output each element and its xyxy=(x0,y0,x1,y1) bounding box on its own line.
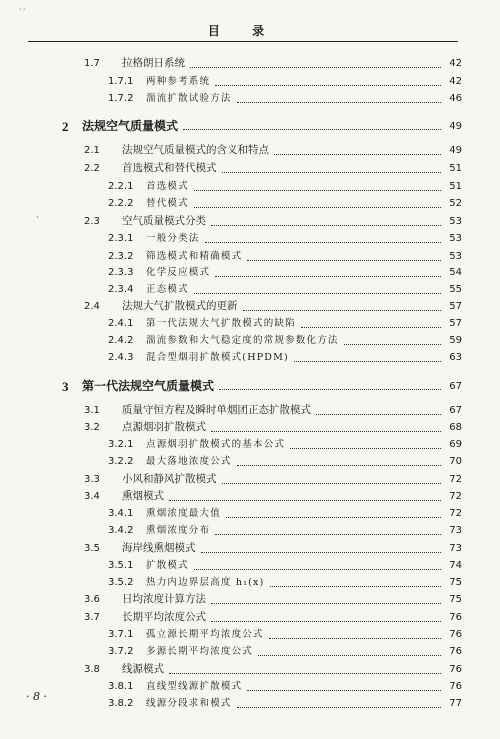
dot-leader xyxy=(211,430,441,432)
toc-entry-number: 3.7.1 xyxy=(108,629,134,640)
toc-entry-number: 3 xyxy=(62,378,69,394)
toc-entry-page: 75 xyxy=(449,594,462,605)
toc-entry-number: 1.7 xyxy=(84,58,100,69)
toc-entry-number: 3.3 xyxy=(84,474,100,485)
toc-entry[interactable] xyxy=(84,488,462,505)
toc-entry[interactable] xyxy=(108,90,462,107)
toc-entry-number: 3.2.1 xyxy=(108,439,134,450)
toc-entry-title: 替代模式 xyxy=(146,198,189,209)
toc-entry-title: 法规空气质量模式的含义和特点 xyxy=(122,144,269,156)
toc-entry-page: 57 xyxy=(449,318,462,329)
toc-entry-title: 直线型线源扩散模式 xyxy=(146,681,243,692)
toc-entry-number: 3.5.2 xyxy=(108,577,134,588)
toc-entry[interactable] xyxy=(108,557,462,574)
toc-entry[interactable] xyxy=(108,248,462,265)
dot-leader xyxy=(205,241,441,243)
dot-leader xyxy=(237,101,441,103)
toc-entry-page: 42 xyxy=(449,58,462,69)
toc-entry-title: 第一代法规大气扩散模式的缺陷 xyxy=(146,318,296,329)
toc-entry-page: 76 xyxy=(449,612,462,623)
toc-entry-title: 海岸线熏烟模式 xyxy=(122,542,196,554)
dot-leader xyxy=(247,689,441,691)
toc-entry-title: 首选模式和替代模式 xyxy=(122,162,217,174)
toc-entry-title: 热力内边界层高度 h₁(x) xyxy=(146,577,265,588)
dot-leader xyxy=(290,447,441,449)
toc-entry-title: 线源分段求和模式 xyxy=(146,698,232,709)
toc-entry-number: 3.5.1 xyxy=(108,560,134,571)
dot-leader xyxy=(270,585,441,587)
toc-entry-title: 两种参考系统 xyxy=(146,76,211,87)
dot-leader xyxy=(211,224,441,226)
toc-entry-title: 孤立源长期平均浓度公式 xyxy=(146,629,264,640)
toc-entry-title: 第一代法规空气质量模式 xyxy=(82,378,215,393)
dot-leader xyxy=(237,464,441,466)
toc-entry-title: 点源烟羽扩散模式的基本公式 xyxy=(146,439,286,450)
toc-entry[interactable] xyxy=(108,230,462,247)
toc-entry-page: 72 xyxy=(449,508,462,519)
toc-entry-number: 3.8.1 xyxy=(108,681,134,692)
toc-entry-title: 熏烟模式 xyxy=(122,490,164,502)
toc-entry[interactable] xyxy=(84,160,462,177)
toc-entry-title: 法规空气质量模式 xyxy=(82,118,179,133)
toc-entry-number: 3.7 xyxy=(84,612,100,623)
toc-entry-number: 2 xyxy=(62,118,69,134)
toc-entry-number: 2.2.2 xyxy=(108,198,134,209)
toc-entry-title: 首选模式 xyxy=(146,181,189,192)
toc-entry-number: 3.8 xyxy=(84,664,100,675)
toc-entry[interactable] xyxy=(108,195,462,212)
toc-entry[interactable] xyxy=(108,626,462,643)
toc-entry-page: 76 xyxy=(449,681,462,692)
toc-entry-title: 长期平均浓度公式 xyxy=(122,611,206,623)
toc-entry[interactable] xyxy=(108,695,462,712)
toc-entry-title: 正态模式 xyxy=(146,284,189,295)
toc-entry[interactable] xyxy=(108,643,462,660)
dot-leader xyxy=(169,672,441,674)
print-speck: ˏ xyxy=(36,209,39,219)
toc-entry-title: 熏烟浓度最大值 xyxy=(146,508,221,519)
toc-entry-page: 55 xyxy=(449,284,462,295)
toc-entry-number: 2.1 xyxy=(84,145,100,156)
toc-entry-page: 53 xyxy=(449,216,462,227)
toc-entry-title: 法规大气扩散模式的更新 xyxy=(122,300,238,312)
toc-entry-number: 3.4 xyxy=(84,491,100,502)
toc-entry[interactable] xyxy=(84,213,462,230)
toc-entry-number: 2.3.1 xyxy=(108,233,134,244)
dot-leader xyxy=(294,360,441,362)
toc-entry-page: 72 xyxy=(449,491,462,502)
header-title: 目 录 xyxy=(207,24,279,38)
toc-entry-page: 53 xyxy=(449,251,462,262)
toc-entry-title: 化学反应模式 xyxy=(146,267,211,278)
toc-entry-page: 76 xyxy=(449,629,462,640)
toc-entry-page: 46 xyxy=(449,93,462,104)
toc-entry[interactable] xyxy=(84,661,462,678)
toc-entry-title: 线源模式 xyxy=(122,663,164,675)
toc-entry-title: 空气质量模式分类 xyxy=(122,215,206,227)
toc-entry-title: 多源长期平均浓度公式 xyxy=(146,646,254,657)
toc-entry-number: 3.4.1 xyxy=(108,508,134,519)
dot-leader xyxy=(219,388,441,390)
toc-entry-number: 1.7.1 xyxy=(108,76,134,87)
toc-entry-title: 日均浓度计算方法 xyxy=(122,593,206,605)
dot-leader xyxy=(215,84,441,86)
footer-page-number: · 8 · xyxy=(26,690,47,703)
toc-entry[interactable] xyxy=(84,591,462,608)
toc-entry-number: 2.3.2 xyxy=(108,251,134,262)
dot-leader xyxy=(243,309,442,311)
toc-entry-title: 湍流扩散试验方法 xyxy=(146,93,232,104)
toc-entry[interactable] xyxy=(108,678,462,695)
toc-entry-page: 49 xyxy=(449,145,462,156)
dot-leader xyxy=(247,259,441,261)
toc-entry-page: 73 xyxy=(449,525,462,536)
toc-entry[interactable] xyxy=(108,73,462,90)
toc-entry-number: 3.6 xyxy=(84,594,100,605)
toc-entry-page: 63 xyxy=(449,352,462,363)
dot-leader xyxy=(222,482,442,484)
dot-leader xyxy=(190,66,441,68)
toc-entry[interactable] xyxy=(62,116,462,136)
dot-leader xyxy=(226,516,441,518)
dot-leader xyxy=(215,275,441,277)
toc-entry-title: 小风和静风扩散模式 xyxy=(122,473,217,485)
toc-entry-number: 3.1 xyxy=(84,405,100,416)
toc-entry-title: 湍流参数和大气稳定度的常规参数化方法 xyxy=(146,335,339,346)
toc-entry-page: 51 xyxy=(449,181,462,192)
toc-entry-number: 2.4 xyxy=(84,301,100,312)
toc-entry-page: 76 xyxy=(449,646,462,657)
toc-entry-title: 筛选模式和精确模式 xyxy=(146,251,243,262)
dot-leader xyxy=(301,326,441,328)
toc-entry[interactable] xyxy=(108,574,462,591)
dot-leader xyxy=(269,637,441,639)
toc-entry-page: 67 xyxy=(449,380,462,392)
toc-entry-number: 3.8.2 xyxy=(108,698,134,709)
toc-entry-number: 2.2 xyxy=(84,163,100,174)
toc-entry-page: 77 xyxy=(449,698,462,709)
toc-entry-page: 70 xyxy=(449,456,462,467)
toc-entry-page: 68 xyxy=(449,422,462,433)
toc-entry[interactable] xyxy=(108,436,462,453)
toc-entry[interactable] xyxy=(84,540,462,557)
dot-leader xyxy=(194,206,441,208)
toc-entry[interactable] xyxy=(108,332,462,349)
toc-entry[interactable] xyxy=(84,298,462,315)
toc-entry-number: 1.7.2 xyxy=(108,93,134,104)
toc-entry-title: 点源烟羽扩散模式 xyxy=(122,421,206,433)
toc-entry-number: 3.4.2 xyxy=(108,525,134,536)
toc-entry[interactable] xyxy=(108,522,462,539)
toc-entry[interactable] xyxy=(108,178,462,195)
dot-leader xyxy=(211,602,441,604)
dot-leader xyxy=(316,413,441,415)
toc-entry-page: 73 xyxy=(449,543,462,554)
toc-entry[interactable] xyxy=(108,505,462,522)
toc-entry-title: 熏烟浓度分布 xyxy=(146,525,211,536)
toc-entry-title: 一般分类法 xyxy=(146,233,200,244)
toc-entry[interactable] xyxy=(62,376,462,396)
toc-entry-page: 52 xyxy=(449,198,462,209)
dot-leader xyxy=(194,292,441,294)
dot-leader xyxy=(183,128,441,130)
toc-entry-number: 2.4.1 xyxy=(108,318,134,329)
dot-leader xyxy=(194,189,441,191)
toc-entry-page: 51 xyxy=(449,163,462,174)
toc-entry[interactable] xyxy=(84,609,462,626)
toc-entry-page: 75 xyxy=(449,577,462,588)
toc-entry-page: 72 xyxy=(449,474,462,485)
toc-entry-page: 57 xyxy=(449,301,462,312)
toc-entry[interactable] xyxy=(108,453,462,470)
toc-entry-title: 混合型烟羽扩散模式(HPDM) xyxy=(146,352,289,363)
toc-entry[interactable] xyxy=(84,419,462,436)
toc-entry[interactable] xyxy=(84,55,462,72)
toc-entry-title: 扩散模式 xyxy=(146,560,189,571)
toc-entry[interactable] xyxy=(84,142,462,159)
toc-entry-number: 2.3 xyxy=(84,216,100,227)
toc-entry[interactable] xyxy=(108,315,462,332)
toc-entry[interactable] xyxy=(84,402,462,419)
toc-entry-page: 49 xyxy=(449,120,462,132)
toc-entry-page: 74 xyxy=(449,560,462,571)
toc-entry-number: 3.2.2 xyxy=(108,456,134,467)
dot-leader xyxy=(211,620,441,622)
dot-leader xyxy=(274,153,441,155)
toc-entry-page: 54 xyxy=(449,267,462,278)
dot-leader xyxy=(215,533,441,535)
dot-leader xyxy=(258,654,441,656)
toc-entry-page: 59 xyxy=(449,335,462,346)
toc-entry-number: 2.3.3 xyxy=(108,267,134,278)
toc-entry-number: 2.4.3 xyxy=(108,352,134,363)
toc-entry-number: 2.4.2 xyxy=(108,335,134,346)
dot-leader xyxy=(222,171,442,173)
toc-entry[interactable] xyxy=(108,264,462,281)
toc-entry-page: 42 xyxy=(449,76,462,87)
toc-entry-number: 3.2 xyxy=(84,422,100,433)
toc-entry-title: 最大落地浓度公式 xyxy=(146,456,232,467)
toc-entry-page: 69 xyxy=(449,439,462,450)
dot-leader xyxy=(201,551,442,553)
dot-leader xyxy=(237,706,441,708)
toc-entry-title: 质量守恒方程及瞬时单烟团正态扩散模式 xyxy=(122,404,311,416)
toc-entry-number: 3.5 xyxy=(84,543,100,554)
toc-entry-page: 76 xyxy=(449,664,462,675)
toc-entry-title: 拉格朗日系统 xyxy=(122,57,185,69)
toc-entry-number: 2.3.4 xyxy=(108,284,134,295)
toc-entry[interactable] xyxy=(84,471,462,488)
dot-leader xyxy=(169,499,441,501)
toc-entry-page: 67 xyxy=(449,405,462,416)
page-header xyxy=(28,0,458,42)
toc-entry-number: 3.7.2 xyxy=(108,646,134,657)
toc-entry[interactable] xyxy=(108,281,462,298)
dot-leader xyxy=(194,568,441,570)
toc-entry-page: 53 xyxy=(449,233,462,244)
toc-entry-number: 2.2.1 xyxy=(108,181,134,192)
dot-leader xyxy=(344,343,441,345)
corner-mark: ˊˊ xyxy=(18,8,26,17)
toc-entry[interactable] xyxy=(108,349,462,366)
